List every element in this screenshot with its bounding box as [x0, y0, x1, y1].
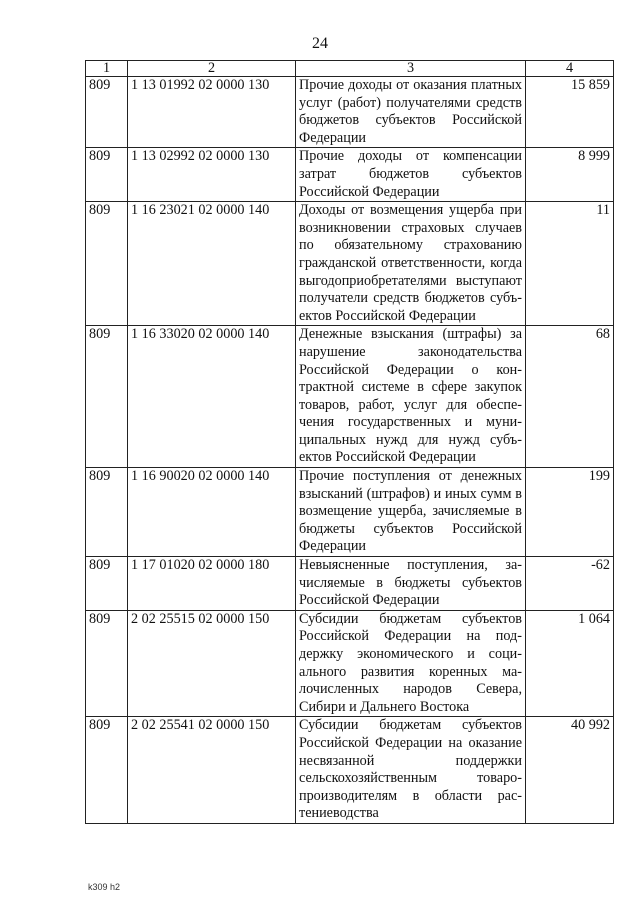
income-description: Прочие доходы от оказания платных услуг (работ) получателями средств бюджетов субъектов Российской Федерации — [296, 77, 526, 148]
amount: 15 859 — [526, 77, 614, 148]
amount: -62 — [526, 557, 614, 611]
income-description: Невыясненные поступления, зачисляемые в бюджеты субъектов Российской Федерации — [296, 557, 526, 611]
amount: 68 — [526, 326, 614, 468]
budget-code: 2 02 25541 02 0000 150 — [128, 717, 296, 824]
table-row — [86, 77, 614, 148]
income-description: Денежные взыскания (штрафы) за нарушение законодательства Российской Федерации о контрактной системе в сфере закупок товаров, работ, услуг для обеспечения государственных и муниципальных нужд для нужд субъектов Российской Федерации — [296, 326, 526, 468]
column-header: 3 — [296, 61, 526, 77]
budget-code: 1 13 02992 02 0000 130 — [128, 148, 296, 202]
budget-code: 2 02 25515 02 0000 150 — [128, 610, 296, 717]
income-description: Прочие поступления от денежных взысканий (штрафов) и иных сумм в возмещение ущерба, зачисляемые в бюджеты субъектов Российской Федерации — [296, 468, 526, 557]
column-header: 2 — [128, 61, 296, 77]
amount: 40 992 — [526, 717, 614, 824]
amount: 11 — [526, 202, 614, 326]
org-code: 809 — [86, 326, 128, 468]
income-description: Доходы от возмещения ущерба при возникновении страховых случаев по обязательному страхованию гражданской ответственности, когда выгодоприобретателями выступают получатели средств бюджетов субъектов Российской Федерации — [296, 202, 526, 326]
budget-code: 1 16 33020 02 0000 140 — [128, 326, 296, 468]
org-code: 809 — [86, 148, 128, 202]
column-header: 1 — [86, 61, 128, 77]
table-header-row — [86, 61, 614, 77]
org-code: 809 — [86, 77, 128, 148]
org-code: 809 — [86, 610, 128, 717]
org-code: 809 — [86, 202, 128, 326]
table-row — [86, 610, 614, 717]
org-code: 809 — [86, 468, 128, 557]
income-description: Субсидии бюджетам субъектов Российской Федерации на поддержку экономического и социального развития коренных малочисленных народов Севера, Сибири и Дальнего Востока — [296, 610, 526, 717]
table-row — [86, 148, 614, 202]
table-row — [86, 557, 614, 611]
column-header: 4 — [526, 61, 614, 77]
budget-code: 1 16 23021 02 0000 140 — [128, 202, 296, 326]
income-description: Субсидии бюджетам субъектов Российской Федерации на оказание несвязанной поддержки сельскохозяйственным товаропроизводителям в области растениеводства — [296, 717, 526, 824]
budget-code: 1 17 01020 02 0000 180 — [128, 557, 296, 611]
amount: 199 — [526, 468, 614, 557]
budget-code: 1 16 90020 02 0000 140 — [128, 468, 296, 557]
amount: 8 999 — [526, 148, 614, 202]
amount: 1 064 — [526, 610, 614, 717]
org-code: 809 — [86, 557, 128, 611]
income-description: Прочие доходы от компенсации затрат бюджетов субъектов Российской Федерации — [296, 148, 526, 202]
footer-mark: k309 h2 — [88, 882, 121, 892]
table-row — [86, 202, 614, 326]
budget-code: 1 13 01992 02 0000 130 — [128, 77, 296, 148]
table-row — [86, 717, 614, 824]
org-code: 809 — [86, 717, 128, 824]
page-number: 24 — [312, 35, 328, 52]
table-row — [86, 468, 614, 557]
table-row — [86, 326, 614, 468]
budget-table — [85, 60, 614, 824]
